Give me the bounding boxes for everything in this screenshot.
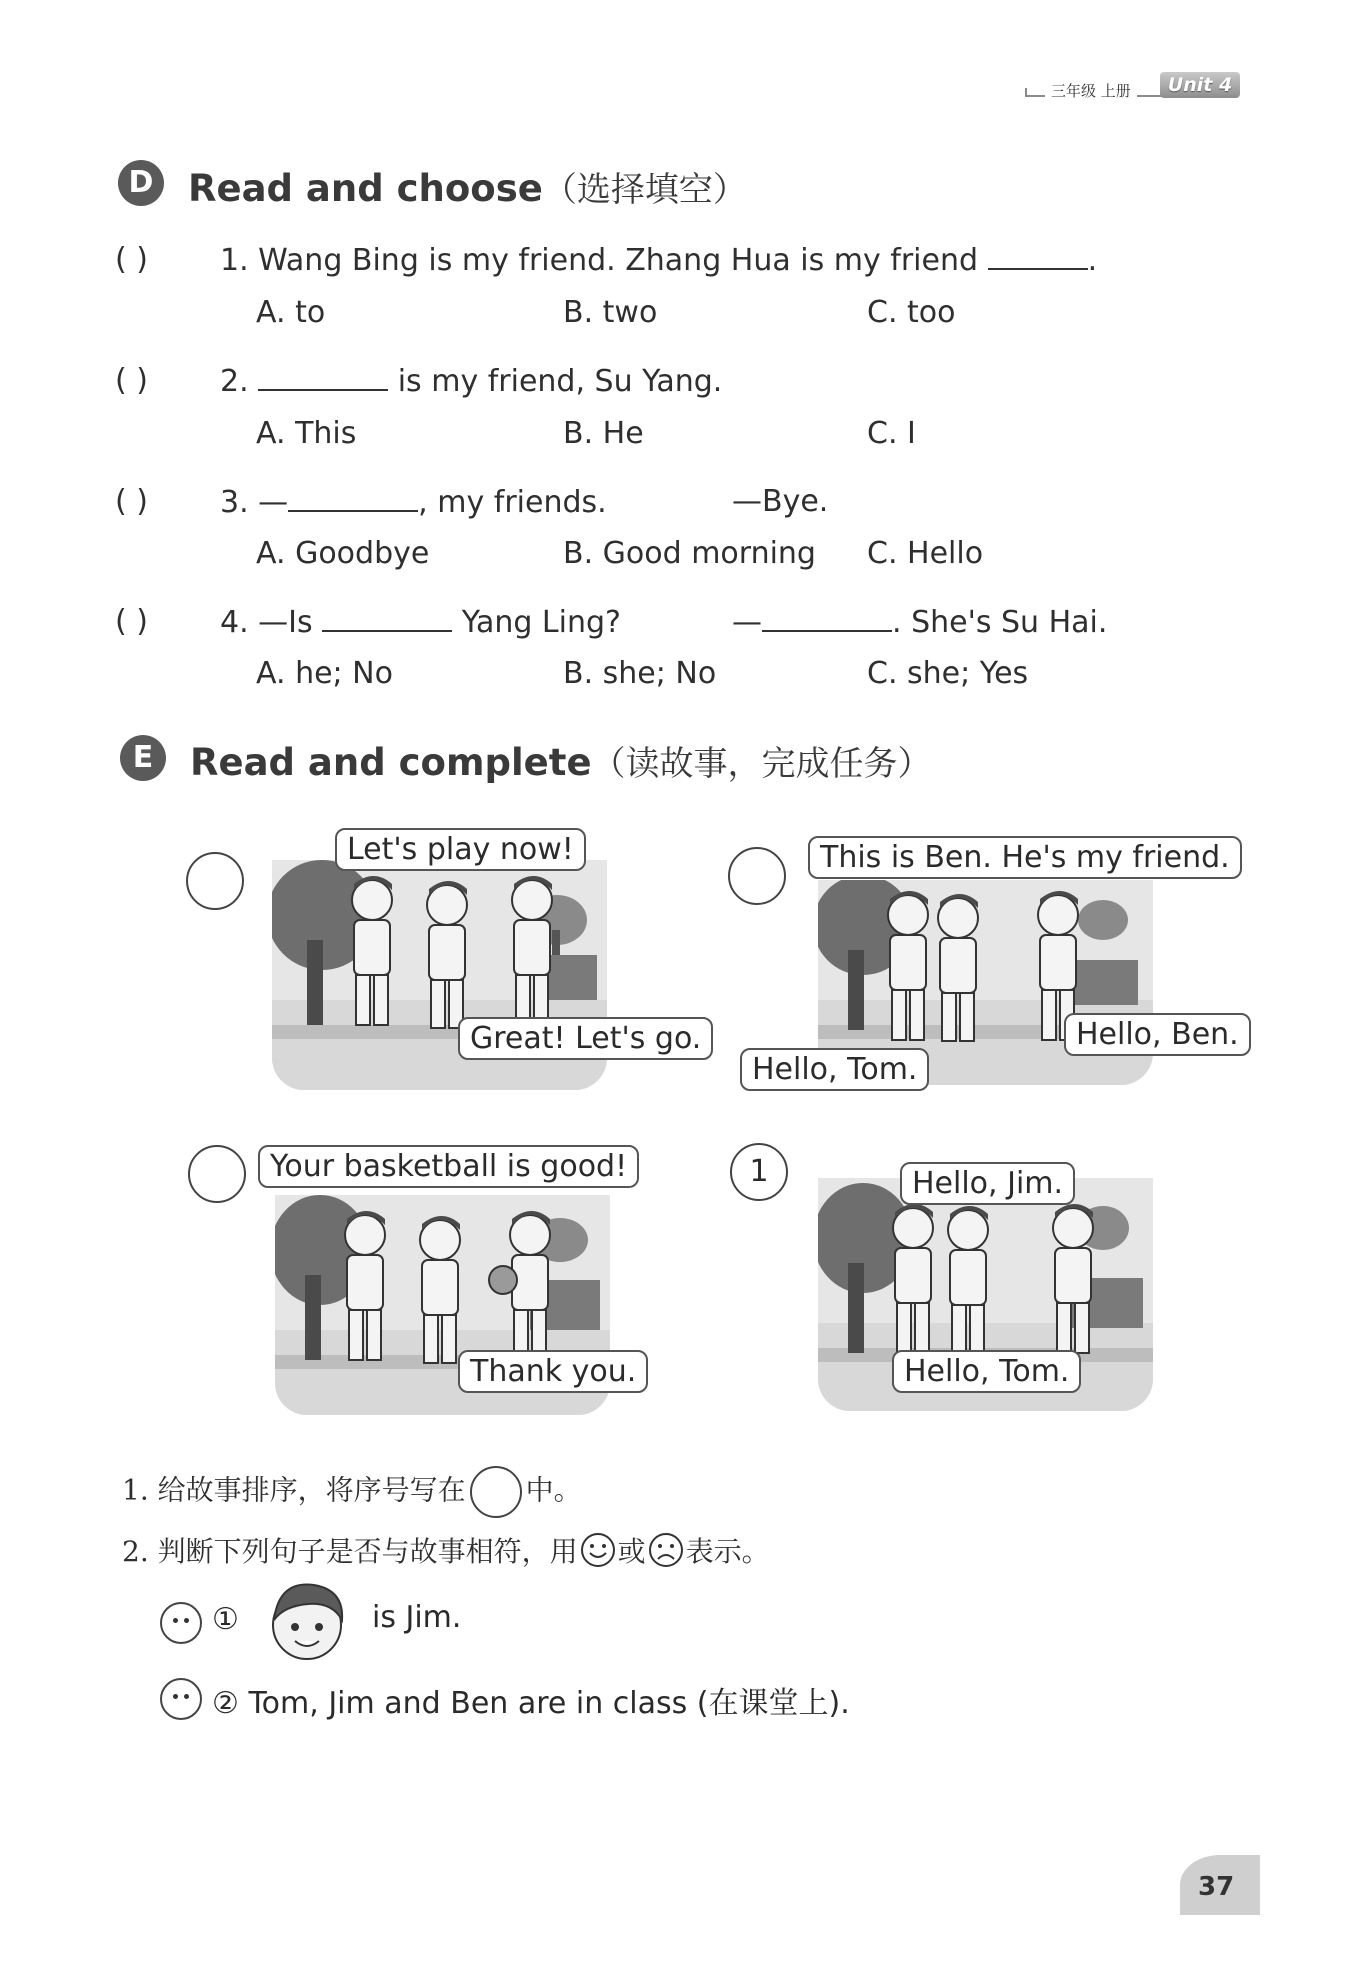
question-4-reply-dash: — (732, 605, 762, 640)
question-4-blank-2[interactable] (762, 604, 892, 632)
question-4-blank-1[interactable] (322, 604, 452, 632)
question-4 (220, 604, 621, 640)
blank-circle-icon (470, 1466, 522, 1518)
panel-4-order-circle[interactable]: 1 (730, 1143, 788, 1201)
question-4-option-c[interactable]: C. she; Yes (867, 656, 1029, 691)
panel-3-bubble-1: Your basketball is good! (258, 1145, 639, 1188)
question-2-blank[interactable] (258, 363, 388, 391)
task-2-text-end: 表示。 (685, 1535, 770, 1568)
boy-face-icon (262, 1575, 352, 1669)
question-1-option-c[interactable]: C. too (867, 295, 956, 330)
question-1-blank[interactable] (988, 242, 1088, 270)
header-unit-badge: Unit 4 (1160, 72, 1240, 98)
question-3-option-c[interactable]: C. Hello (867, 536, 984, 571)
question-4-text-start: —Is (258, 605, 313, 640)
question-4-reply-text: . She's Su Hai. (892, 605, 1108, 640)
panel-4-bubble-2: Hello, Tom. (892, 1350, 1081, 1393)
panel-4-bubble-1: Hello, Jim. (900, 1162, 1075, 1205)
panel-1-order-circle[interactable] (186, 852, 244, 910)
question-4-paren[interactable]: ( ) (115, 604, 148, 639)
question-1-option-a[interactable]: A. to (256, 295, 326, 330)
statement-1-text: is Jim. (372, 1600, 462, 1635)
question-3-blank[interactable] (288, 484, 418, 512)
panel-1-bubble-1: Let's play now! (335, 828, 586, 871)
task-1-text-end: 中。 (525, 1473, 582, 1507)
panel-2-bubble-2: Hello, Tom. (740, 1048, 929, 1091)
statement-2-answer-face[interactable] (160, 1678, 202, 1720)
question-4-option-b[interactable]: B. she; No (563, 656, 717, 691)
question-3-option-b[interactable]: B. Good morning (563, 536, 816, 571)
statement-2-text: Tom, Jim and Ben are in class (在课堂上). (248, 1686, 850, 1721)
sad-face-icon (648, 1532, 684, 1575)
panel-2-order-circle[interactable] (728, 847, 786, 905)
task-2 (122, 1530, 770, 1575)
question-1-number: 1. (220, 243, 249, 278)
section-d-title-cn: （选择填空） (542, 170, 747, 210)
question-3-text: , my friends. (418, 485, 607, 520)
task-2-number: 2. (122, 1535, 149, 1568)
panel-3-bubble-2: Thank you. (458, 1350, 648, 1393)
question-2-paren[interactable]: ( ) (115, 363, 148, 398)
question-3-dash: — (258, 485, 289, 520)
task-2-or: 或 (617, 1535, 646, 1568)
question-1-paren[interactable]: ( ) (115, 242, 148, 277)
basketball-icon (489, 1266, 517, 1294)
task-1-text: 给故事排序，将序号写在 (157, 1473, 466, 1507)
statement-2 (212, 1678, 850, 1722)
statement-2-number: ② (212, 1686, 239, 1721)
question-2-option-c[interactable]: C. I (867, 416, 916, 451)
section-d-title-en: Read and choose (188, 167, 543, 210)
question-3 (220, 484, 607, 520)
statement-1-answer-face[interactable] (160, 1602, 202, 1644)
panel-2-bubble-1: This is Ben. He's my friend. (808, 836, 1242, 879)
section-e-title (190, 736, 932, 785)
header-grade: 三年级 上册 (1045, 80, 1137, 101)
question-2-option-a[interactable]: A. This (256, 416, 357, 451)
question-4-reply (732, 604, 1107, 640)
question-4-number: 4. (220, 605, 249, 640)
happy-face-icon (580, 1532, 616, 1575)
question-2-text: is my friend, Su Yang. (397, 364, 723, 399)
question-3-paren[interactable]: ( ) (115, 484, 148, 519)
section-e-title-en: Read and complete (190, 741, 592, 784)
question-2 (220, 363, 722, 399)
question-2-number: 2. (220, 364, 249, 399)
question-3-number: 3. (220, 485, 249, 520)
question-3-reply: —Bye. (732, 484, 829, 519)
question-1-end: . (1087, 243, 1098, 278)
panel-1-bubble-2: Great! Let's go. (458, 1017, 713, 1060)
question-1-text: Wang Bing is my friend. Zhang Hua is my friend (258, 243, 979, 278)
question-2-option-b[interactable]: B. He (563, 416, 644, 451)
question-3-option-a[interactable]: A. Goodbye (256, 536, 430, 571)
task-1-number: 1. (122, 1473, 149, 1507)
question-1 (220, 242, 1097, 278)
statement-1-number: ① (212, 1602, 239, 1637)
page-number: 37 (1198, 1872, 1235, 1902)
section-d-badge: D (118, 160, 164, 206)
question-1-option-b[interactable]: B. two (563, 295, 658, 330)
question-4-option-a[interactable]: A. he; No (256, 656, 393, 691)
task-1 (122, 1466, 582, 1518)
section-e-title-cn: （读故事，完成任务） (591, 744, 932, 784)
task-2-text: 判断下列句子是否与故事相符，用 (157, 1535, 578, 1568)
question-4-text-end: Yang Ling? (461, 605, 621, 640)
panel-2-bubble-3: Hello, Ben. (1064, 1013, 1251, 1056)
section-e-badge: E (120, 735, 166, 781)
panel-3-order-circle[interactable] (188, 1145, 246, 1203)
section-d-title (188, 162, 747, 211)
